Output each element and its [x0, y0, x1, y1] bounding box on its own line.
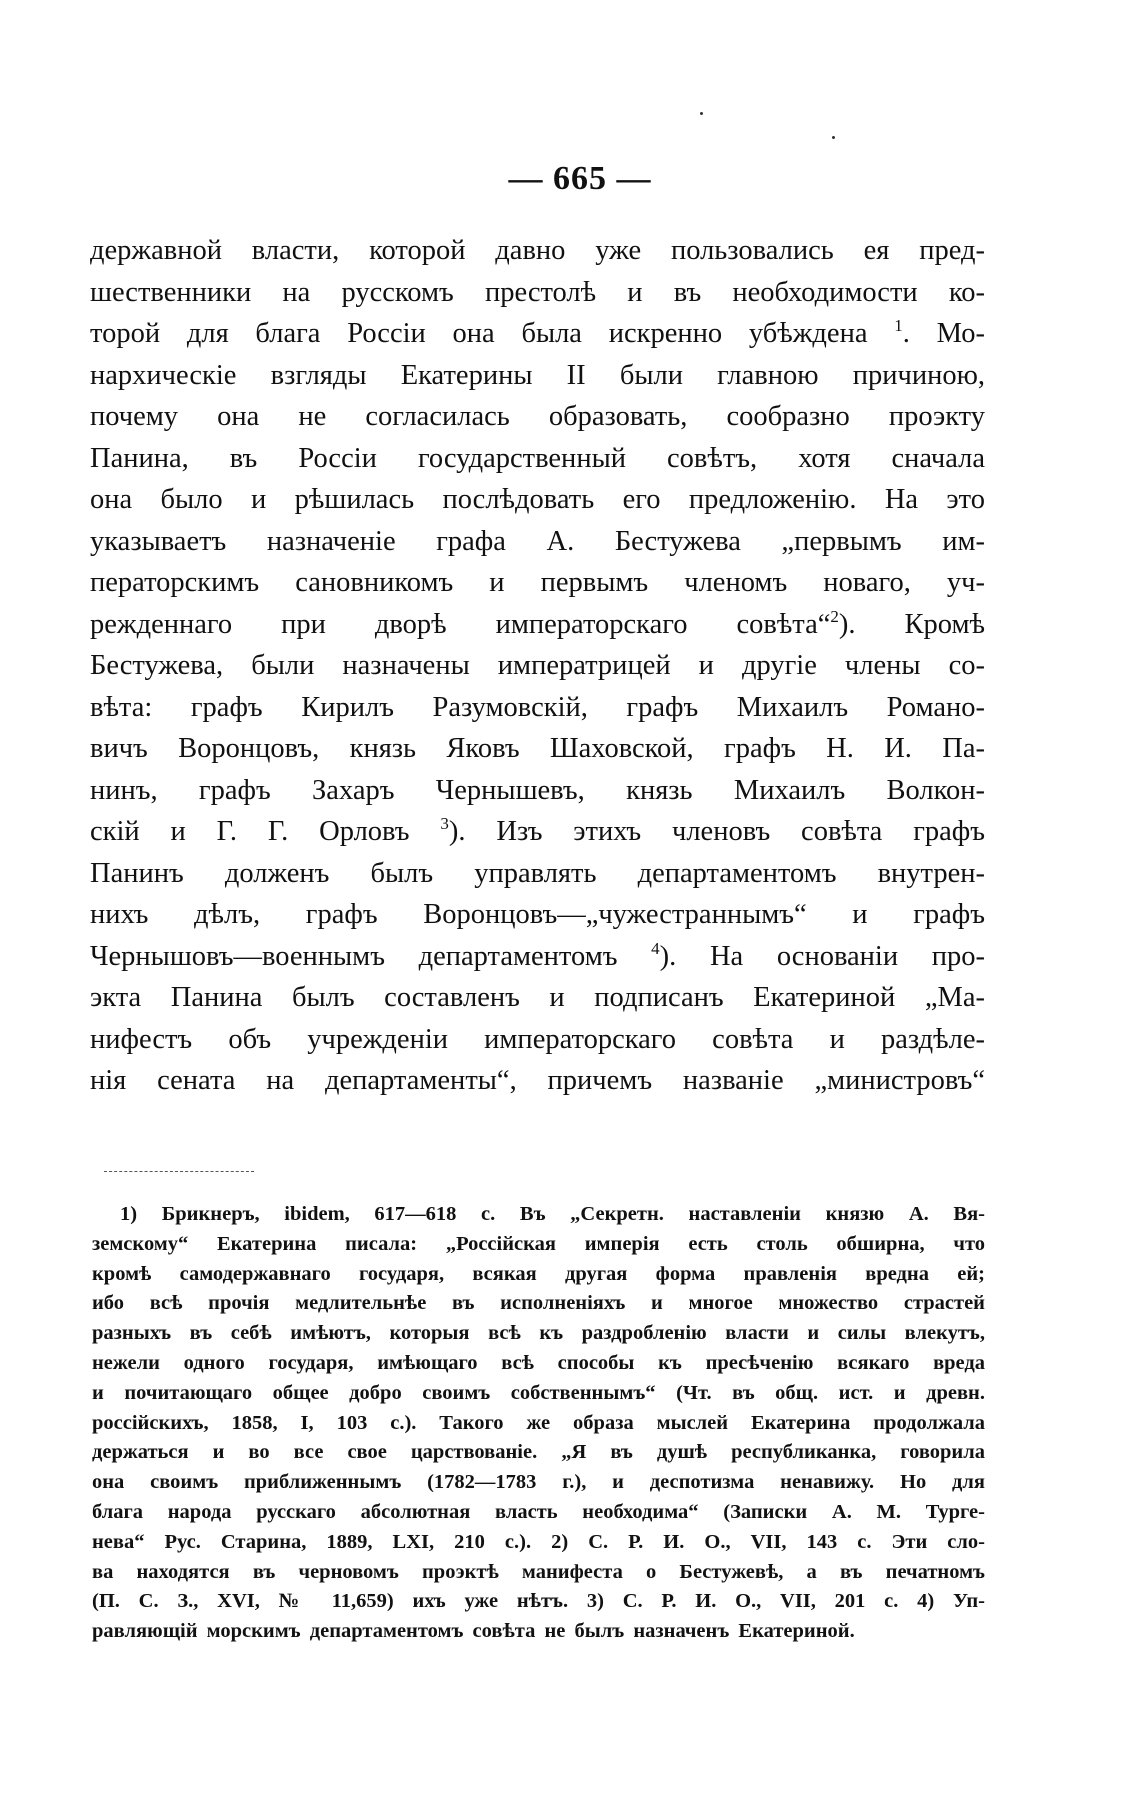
text-line: нинъ, графъ Захаръ Чернышевъ, князь Михаилъ Волкон-	[90, 774, 985, 806]
text-line: вичъ Воронцовъ, князь Яковъ Шаховской, графъ Н. И. Па-	[90, 733, 985, 764]
text-line: нифестъ объ учрежденіи императорскаго совѣта и раздѣле-	[90, 1023, 985, 1055]
footnote-mark: 2	[830, 606, 839, 626]
footnote-line: кромѣ самодержавнаго государя, всякая другая форма правленія вредна ей;	[92, 1262, 985, 1285]
footnote-line: она своимъ приближеннымъ (1782—1783 г.), и деспотизма ненавижу. Но для	[92, 1471, 985, 1494]
text-line: нія сената на департаменты“, причемъ названіе „министровъ“	[90, 1065, 985, 1096]
text-line: шественники на русскомъ престолѣ и въ необходимости ко-	[90, 276, 985, 308]
text-line: Панина, въ Россіи государственный совѣтъ, хотя сначала	[90, 442, 985, 474]
footnote-line: и почитающаго общее добро своимъ собственнымъ“ (Чт. въ общ. ист. и древн.	[92, 1381, 985, 1404]
scan-speck	[832, 136, 835, 139]
footnote-line: разныхъ въ себѣ имѣютъ, которыя всѣ къ раздробленію власти и силы влекутъ,	[92, 1322, 985, 1345]
main-text	[90, 230, 985, 1102]
footnote-divider	[104, 1171, 254, 1172]
scan-speck	[700, 112, 703, 115]
text-line: державной власти, которой давно уже пользовались ея пред-	[90, 235, 985, 266]
text-line: режденнаго при дворѣ императорскаго совѣта“$^2$). Кромѣ	[90, 606, 985, 640]
text-line: скій и Г. Г. Орловъ $^3$). Изъ этихъ членовъ совѣта графъ	[90, 814, 985, 847]
footnote-line: блага народа русскаго абсолютная власть необходима“ (Записки А. М. Турге-	[92, 1500, 985, 1523]
text-line: Панинъ долженъ былъ управлять департаментомъ внутрен-	[90, 857, 985, 889]
footnote-line: нежели одного государя, имѣющаго всѣ способы къ пресѣченію всякаго вреда	[92, 1351, 985, 1374]
footnote-line: ва находятся въ черновомъ проэктѣ манифеста о Бестужевѣ, а въ печатномъ	[92, 1560, 985, 1583]
text-line: вѣта: графъ Кирилъ Разумовскій, графъ Михаилъ Романо-	[90, 691, 985, 723]
text-line: Чернышовъ—военнымъ департаментомъ $^4$). На основаніи про-	[90, 938, 985, 972]
footnote-line: 1) Брикнеръ, ibidem, 617—618 с. Въ „Секретн. наставленіи князю А. Вя-	[120, 1203, 985, 1225]
text-line: нихъ дѣлъ, графъ Воронцовъ—„чужестраннымъ“ и графъ	[90, 899, 985, 930]
text-line: нархическіе взгляды Екатерины II были главною причиною,	[90, 359, 985, 391]
footnote-mark: 4	[651, 938, 660, 958]
text-line: указываетъ назначеніе графа А. Бестужева „первымъ им-	[90, 525, 985, 557]
footnote-line: равляющій морскимъ департаментомъ совѣта не былъ назначенъ Екатериной.	[92, 1620, 855, 1643]
footnote-mark: 3	[440, 814, 449, 833]
footnote-line: (П. С. З., XVI, № 11,659) ихъ уже нѣтъ. 3) С. Р. И. О., VII, 201 с. 4) Уп-	[92, 1590, 985, 1613]
footnotes	[92, 1200, 985, 1647]
footnote-line: держаться и во все свое царствованіе. „Я въ душѣ республиканка, говорила	[92, 1441, 985, 1464]
footnote-line: земскому“ Екатерина писала: „Россійская имперія есть столь обширна, что	[92, 1232, 985, 1255]
text-line: экта Панина былъ составленъ и подписанъ Екатериной „Ма-	[90, 982, 985, 1013]
footnote-line: ибо всѣ прочія медлительнѣе въ исполненіяхъ и многое множество страстей	[92, 1292, 985, 1315]
page-number: — 665 —	[508, 160, 652, 197]
footnote-mark: 1	[894, 316, 903, 335]
footnote-line: нева“ Рус. Старина, 1889, LXI, 210 с.). 2) С. Р. И. О., VII, 143 с. Эти сло-	[92, 1530, 985, 1553]
text-line: Бестужева, были назначены императрицей и другіе члены со-	[90, 650, 985, 681]
footnote-line: россійскихъ, 1858, I, 103 с.). Такого же образа мыслей Екатерина продолжала	[92, 1411, 985, 1434]
text-line: ператорскимъ сановникомъ и первымъ членомъ новаго, уч-	[90, 567, 985, 598]
text-line: торой для блага Россіи она была искренно убѣждена $^1$. Мо-	[90, 316, 985, 349]
text-line: почему она не согласилась образовать, сообразно проэкту	[90, 401, 985, 432]
text-line: она было и рѣшилась послѣдовать его предложенію. На это	[90, 484, 985, 515]
